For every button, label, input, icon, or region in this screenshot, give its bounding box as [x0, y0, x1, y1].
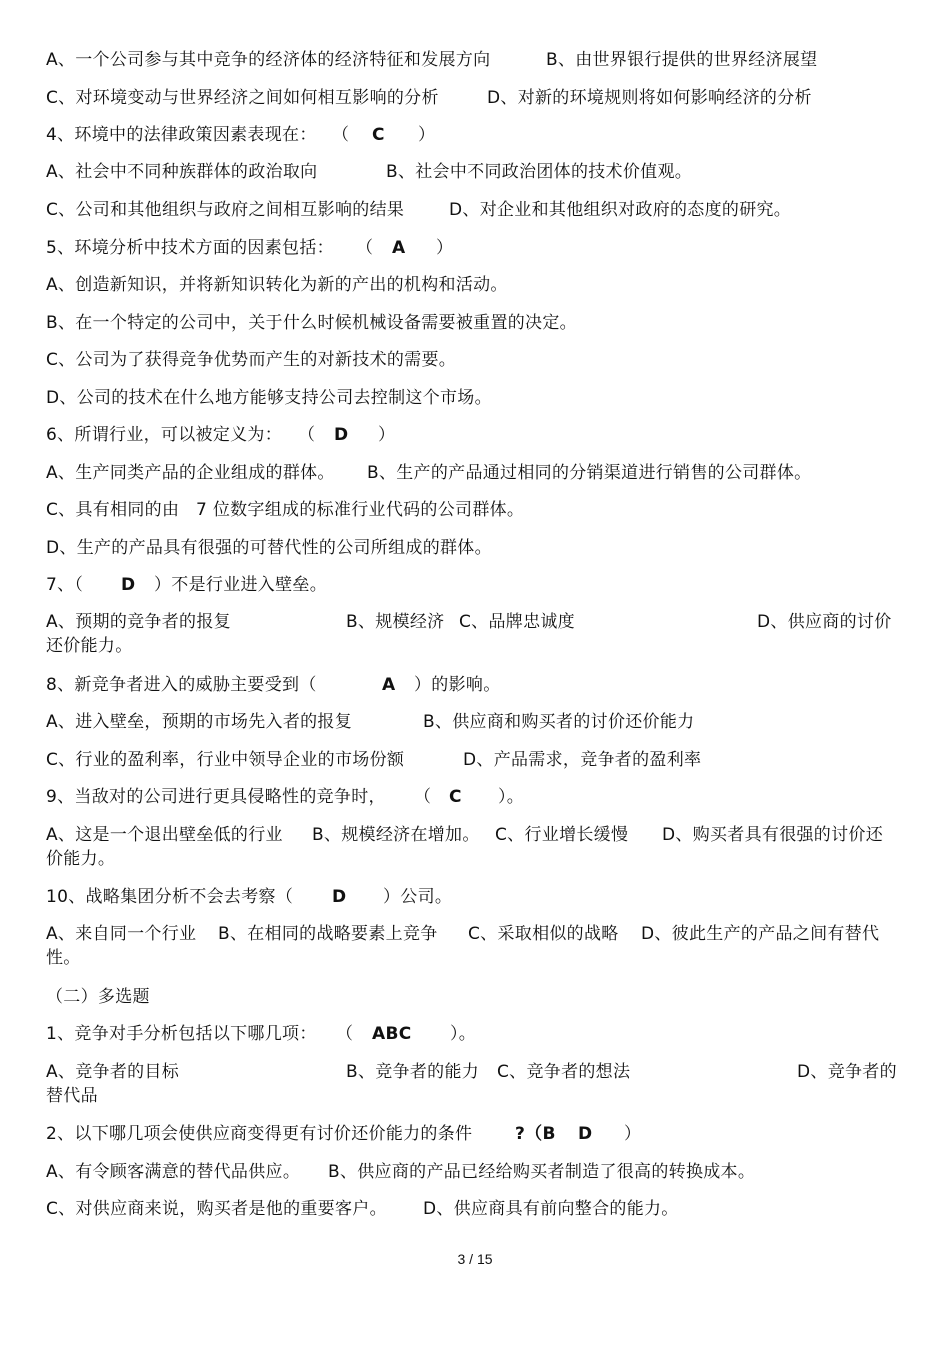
option-text: B、在相同的战略要素上竞争 — [218, 924, 438, 944]
question-text: 9、当敌对的公司进行更具侵略性的竞争时， — [46, 787, 386, 807]
answer-paren-close: ）。 — [498, 787, 525, 807]
option-text: A、一个公司参与其中竞争的经济体的经济特征和发展方向 — [46, 50, 491, 70]
option-text: D、竞争者的 — [797, 1062, 897, 1082]
answer-paren-close: ） — [418, 125, 436, 145]
question-text: ）的影响。 — [414, 675, 501, 695]
option-text: B、供应商的产品已经给购买者制造了很高的转换成本。 — [328, 1162, 756, 1182]
option-text: D、彼此生产的产品之间有替代 — [641, 924, 880, 944]
option-text: A、来自同一个行业 — [46, 924, 197, 944]
option-text: C、行业的盈利率，行业中领导企业的市场份额 — [46, 750, 405, 770]
option-text: A、预期的竞争者的报复 — [46, 612, 231, 632]
option-text: 还价能力。 — [46, 636, 133, 656]
option-text: D、购买者具有很强的讨价还 — [662, 825, 883, 845]
question-text: 10、战略集团分析不会去考察（ — [46, 887, 294, 907]
page-number: 3 / 15 — [457, 1251, 493, 1267]
question-text: 2、以下哪几项会使供应商变得更有讨价还价能力的条件 — [46, 1124, 473, 1144]
option-text: B、由世界银行提供的世界经济展望 — [546, 50, 818, 70]
option-text: C、具有相同的由 — [46, 500, 180, 520]
option-text: D、供应商的讨价 — [757, 612, 892, 632]
question-text: 4、环境中的法律政策因素表现在： — [46, 125, 317, 145]
answer-paren-open: （ — [356, 238, 374, 258]
answer-letter: C — [449, 787, 462, 807]
question-text: 5、环境分析中技术方面的因素包括： — [46, 238, 334, 258]
option-text: D、对新的环境规则将如何影响经济的分析 — [487, 88, 812, 108]
question-text: 6、所谓行业，可以被定义为： — [46, 425, 283, 445]
option-text: C、行业增长缓慢 — [495, 825, 629, 845]
option-text: B、供应商和购买者的讨价还价能力 — [423, 712, 695, 732]
question-text: 1、竞争对手分析包括以下哪几项： — [46, 1024, 317, 1044]
answer-letter: ABC — [372, 1024, 412, 1044]
question-text: ）公司。 — [383, 887, 453, 907]
option-text: A、创造新知识，并将新知识转化为新的产出的机构和活动。 — [46, 275, 508, 295]
option-text: 性。 — [46, 948, 81, 968]
option-text: B、规模经济 — [346, 612, 445, 632]
option-text: B、竞争者的能力 — [346, 1062, 480, 1082]
answer-paren-open: （ — [414, 787, 432, 807]
option-text: B、社会中不同政治团体的技术价值观。 — [386, 162, 693, 182]
option-text: C、品牌忠诚度 — [459, 612, 575, 632]
answer-letter: D — [334, 425, 349, 445]
option-text: C、采取相似的战略 — [468, 924, 619, 944]
option-text: D、产品需求，竞争者的盈利率 — [463, 750, 702, 770]
question-text: 8、新竞争者进入的威胁主要受到（ — [46, 675, 317, 695]
answer-letter: ?（B — [515, 1124, 556, 1144]
answer-paren-close: ） — [378, 425, 396, 445]
option-text: A、竞争者的目标 — [46, 1062, 180, 1082]
answer-letter: A — [382, 675, 396, 695]
option-text: C、对供应商来说，购买者是他的重要客户。 — [46, 1199, 387, 1219]
answer-paren-open: （ — [336, 1024, 354, 1044]
option-text: D、供应商具有前向整合的能力。 — [423, 1199, 679, 1219]
option-text: A、生产同类产品的企业组成的群体。 — [46, 463, 335, 483]
option-text: B、规模经济在增加。 — [312, 825, 480, 845]
answer-paren-close: ） — [436, 238, 454, 258]
option-text: A、有令顾客满意的替代品供应。 — [46, 1162, 301, 1182]
option-text: C、对环境变动与世界经济之间如何相互影响的分析 — [46, 88, 439, 108]
question-text: 7、（ — [46, 575, 84, 595]
answer-paren-open: （ — [332, 125, 350, 145]
section-heading: （二）多选题 — [46, 987, 150, 1007]
answer-letter: D — [332, 887, 347, 907]
option-text: D、公司的技术在什么地方能够支持公司去控制这个市场。 — [46, 388, 492, 408]
option-text: B、生产的产品通过相同的分销渠道进行销售的公司群体。 — [367, 463, 812, 483]
option-text: D、生产的产品具有很强的可替代性的公司所组成的群体。 — [46, 538, 492, 558]
answer-paren-open: （ — [298, 425, 316, 445]
option-text: B、在一个特定的公司中，关于什么时候机械设备需要被重置的决定。 — [46, 313, 577, 333]
option-text: 价能力。 — [46, 849, 116, 869]
option-text: A、这是一个退出壁垒低的行业 — [46, 825, 283, 845]
answer-letter: C — [372, 125, 385, 145]
answer-paren-close: ）。 — [450, 1024, 477, 1044]
answer-paren-close: ） — [624, 1124, 642, 1144]
option-text: 7 位数字组成的标准行业代码的公司群体。 — [196, 500, 525, 520]
answer-letter: A — [392, 238, 406, 258]
answer-letter: D — [121, 575, 136, 595]
option-text: 替代品 — [46, 1086, 98, 1106]
question-text: ）不是行业进入壁垒。 — [154, 575, 327, 595]
option-text: C、竞争者的想法 — [497, 1062, 631, 1082]
option-text: A、进入壁垒，预期的市场先入者的报复 — [46, 712, 353, 732]
option-text: C、公司和其他组织与政府之间相互影响的结果 — [46, 200, 405, 220]
option-text: C、公司为了获得竞争优势而产生的对新技术的需要。 — [46, 350, 457, 370]
option-text: A、社会中不同种族群体的政治取向 — [46, 162, 318, 182]
option-text: D、对企业和其他组织对政府的态度的研究。 — [449, 200, 792, 220]
answer-letter: D — [578, 1124, 593, 1144]
